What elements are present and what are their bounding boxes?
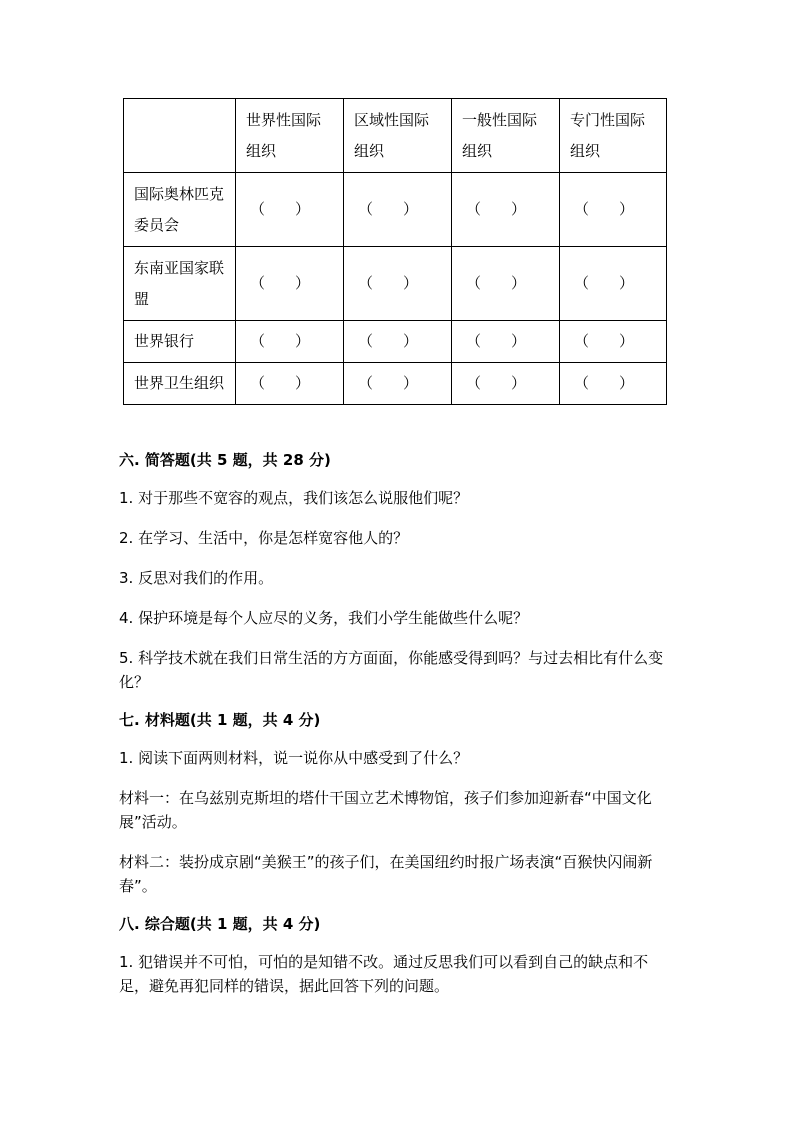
answer-blank[interactable]: （ ） [236,321,344,363]
question-6-1: 1. 对于那些不宽容的观点，我们该怎么说服他们呢？ [119,489,469,507]
row-label-asean: 东南亚国家联盟 [124,247,236,321]
answer-blank[interactable]: （ ） [344,363,452,405]
answer-blank[interactable]: （ ） [452,363,560,405]
section-7-title: 七. 材料题(共 1 题，共 4 分) [119,711,321,729]
question-8-1: 1. 犯错误并不可怕，可怕的是知错不改。通过反思我们可以看到自己的缺点和不足，避免再犯同样的错误，据此回答下列的问题。 [119,953,649,995]
answer-blank[interactable]: （ ） [344,173,452,247]
answer-blank[interactable]: （ ） [236,363,344,405]
row-label-who: 世界卫生组织 [124,363,236,405]
section-8-title: 八. 综合题(共 1 题，共 4 分) [119,915,321,933]
answer-blank[interactable]: （ ） [560,247,667,321]
table-row [124,363,667,405]
row-label-ioc: 国际奥林匹克委员会 [124,173,236,247]
row-label-world-bank: 世界银行 [124,321,236,363]
answer-blank[interactable]: （ ） [560,173,667,247]
answer-blank[interactable]: （ ） [236,173,344,247]
table-row [124,247,667,321]
answer-blank[interactable]: （ ） [452,247,560,321]
table-row [124,321,667,363]
header-cell-general: 一般性国际组织 [452,99,560,173]
question-6-4: 4. 保护环境是每个人应尽的义务，我们小学生能做些什么呢？ [119,609,529,627]
header-cell-global: 世界性国际组织 [236,99,344,173]
question-7-1: 1. 阅读下面两则材料，说一说你从中感受到了什么？ [119,749,469,767]
section-6-title: 六. 简答题(共 5 题，共 28 分) [119,451,331,469]
answer-blank[interactable]: （ ） [560,321,667,363]
header-cell-empty [124,99,236,173]
question-6-2: 2. 在学习、生活中，你是怎样宽容他人的？ [119,529,409,547]
answer-blank[interactable]: （ ） [452,321,560,363]
table-row [124,173,667,247]
table-header-row [124,99,667,173]
answer-blank[interactable]: （ ） [452,173,560,247]
answer-blank[interactable]: （ ） [344,247,452,321]
material-2: 材料二：装扮成京剧“美猴王”的孩子们，在美国纽约时报广场表演“百猴快闪闹新春”。 [119,853,653,895]
answer-blank[interactable]: （ ） [344,321,452,363]
organization-classification-table [123,98,667,405]
answer-blank[interactable]: （ ） [236,247,344,321]
questions-content [119,448,669,998]
material-1: 材料一：在乌兹别克斯坦的塔什干国立艺术博物馆，孩子们参加迎新春“中国文化展”活动。 [119,789,652,831]
answer-blank[interactable]: （ ） [560,363,667,405]
header-cell-regional: 区域性国际组织 [344,99,452,173]
question-6-3: 3. 反思对我们的作用。 [119,569,274,587]
header-cell-specialized: 专门性国际组织 [560,99,667,173]
question-6-5: 5. 科学技术就在我们日常生活的方方面面，你能感受得到吗？与过去相比有什么变化？ [119,649,664,691]
